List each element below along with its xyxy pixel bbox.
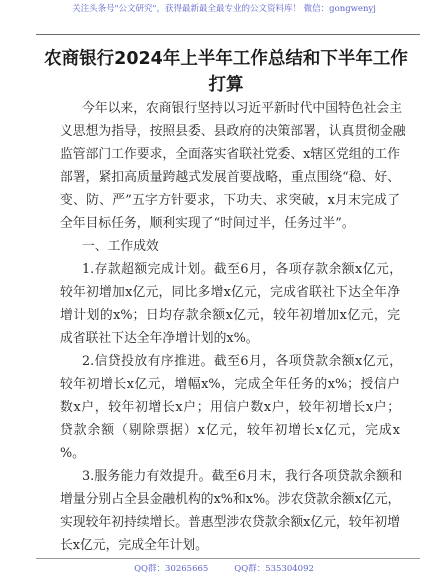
- title-line-2: 打算: [208, 75, 244, 95]
- paragraph-line: 实现较年初持续增长。普惠型涉农贷款余额x亿元，较年初增: [60, 515, 400, 530]
- paragraph-line: 较年初增加x亿元，同比多增x亿元，完成省联社下达全年净: [60, 285, 400, 300]
- footer-divider: [36, 558, 420, 559]
- section-heading: 一、工作成效: [82, 239, 159, 254]
- paragraph-line: 全年目标任务，顺利实现了“时间过半，任务过半”。: [60, 216, 355, 231]
- paragraph-line: 监管部门工作要求，全面落实省联社党委、x辖区党组的工作: [60, 147, 400, 162]
- header-banner: 关注头条号"公文研究"，获得最新最全最专业的公文资料库！ 微信：gongwenyj: [72, 4, 376, 14]
- paragraph-line: 贷款余额（剔除票据）x亿元，较年初增长x亿元，完成x: [60, 423, 400, 438]
- paragraph-line: %。: [60, 446, 85, 461]
- paragraph-line: 2.信贷投放有序推进。截至6月，各项贷款余额x亿元，: [82, 354, 402, 369]
- header-divider: [36, 34, 420, 35]
- paragraph-line: 成省联社下达全年净增计划的x%。: [60, 331, 259, 346]
- paragraph-line: 增计划的x%；日均存款余额x亿元，较年初增加x亿元，完: [60, 308, 400, 323]
- footer-banner: [0, 562, 448, 574]
- paragraph-line: 变、防、严”五字方针要求，下功夫、求突破，x月末完成了: [60, 193, 400, 208]
- title-line-1: 农商银行2024年上半年工作总结和下半年工作: [44, 49, 408, 69]
- paragraph-line: 1.存款超额完成计划。截至6月，各项存款余额x亿元，: [82, 262, 402, 277]
- document-title: [40, 46, 412, 98]
- qq-group-1: QQ群：30265665: [134, 564, 209, 574]
- qq-group-2: QQ群：535304092: [234, 564, 314, 574]
- paragraph-line: 较年初增长x亿元，增幅x%，完成全年任务的x%；授信户: [60, 377, 400, 392]
- paragraph-line: 3.服务能力有效提升。截至6月末，我行各项贷款余额和: [82, 469, 402, 484]
- paragraph-line: 部署，紧扣高质量跨越式发展首要战略，重点围绕“稳、好、: [60, 170, 400, 185]
- paragraph-line: 长x亿元，完成全年计划。: [60, 538, 208, 553]
- paragraph-line: 数x户，较年初增长x户；用信户数x户，较年初增长x户；: [60, 400, 400, 415]
- paragraph-line: 义思想为指导，按照县委、县政府的决策部署，认真贯彻金融: [60, 124, 406, 139]
- paragraph-line: 增量分别占全县金融机构的x%和x%。涉农贷款余额x亿元，: [60, 492, 401, 507]
- paragraph-line: 今年以来，农商银行坚持以习近平新时代中国特色社会主: [82, 101, 402, 116]
